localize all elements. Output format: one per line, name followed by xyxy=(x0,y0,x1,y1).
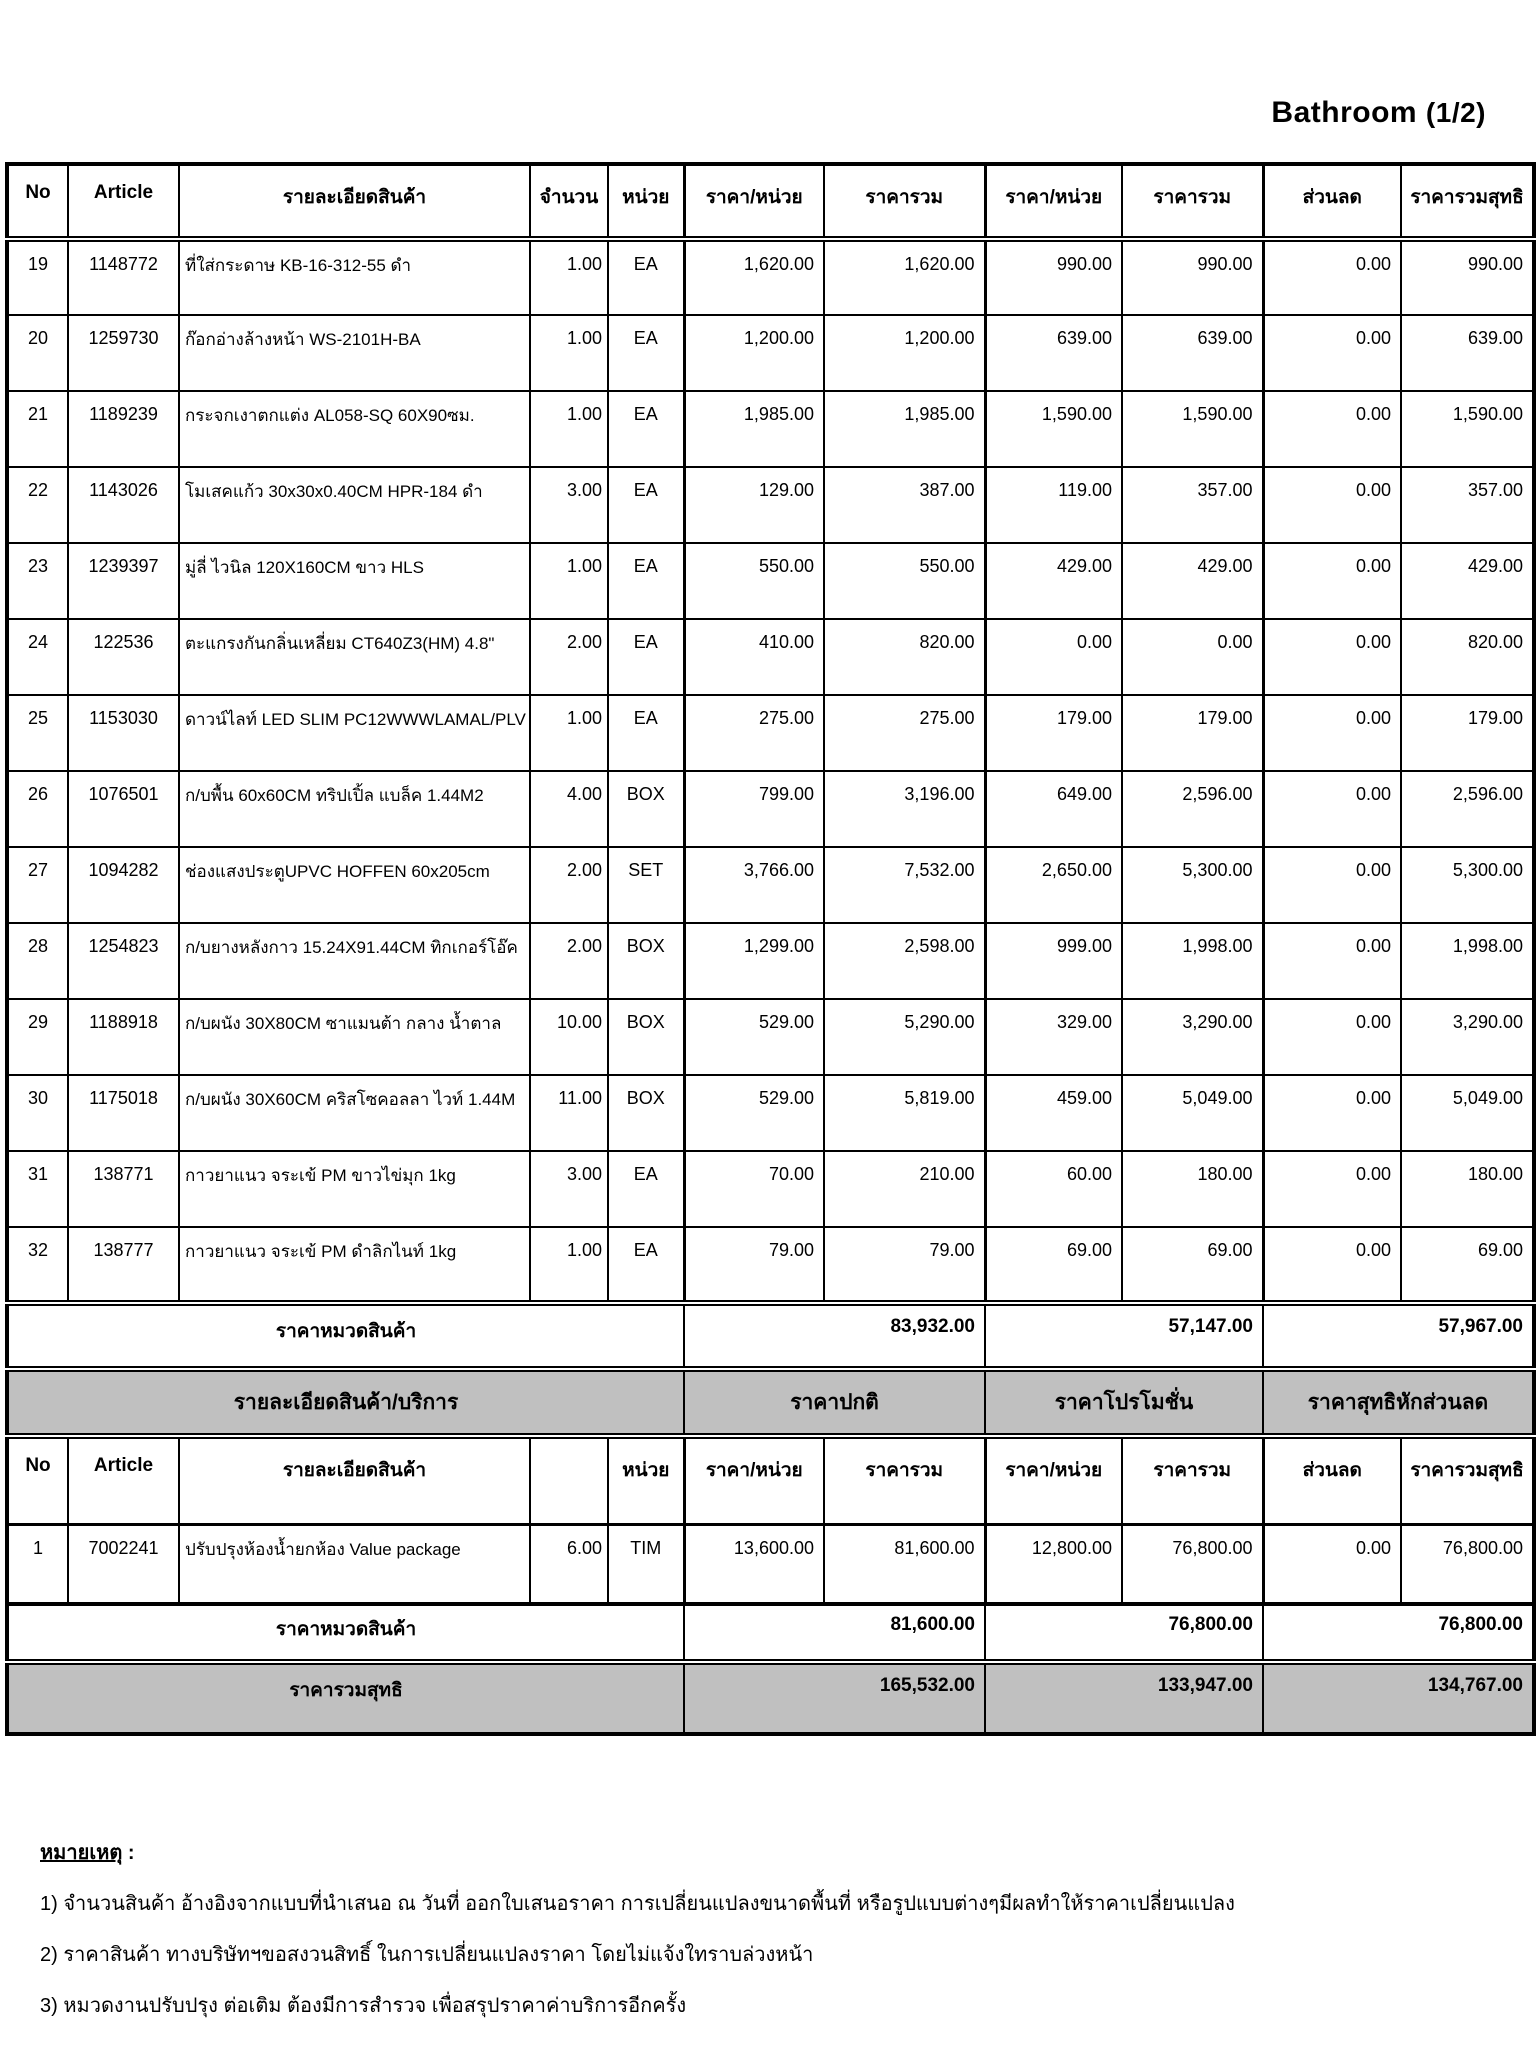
cell-total-price-promo: 1,590.00 xyxy=(1122,391,1263,467)
cell-unit: EA xyxy=(608,543,684,619)
page-title xyxy=(0,0,1536,130)
cell-no: 1 xyxy=(7,1524,68,1604)
section2-body xyxy=(7,1524,1534,1604)
cell-no: 22 xyxy=(7,467,68,543)
cell-total-price-promo: 5,300.00 xyxy=(1122,847,1263,923)
cell-unit-price-promo: 329.00 xyxy=(985,999,1122,1075)
cell-net-total: 1,998.00 xyxy=(1401,923,1534,999)
cell-total-price-promo: 69.00 xyxy=(1122,1227,1263,1303)
cell-total-price-promo: 1,998.00 xyxy=(1122,923,1263,999)
cell-unit-price-normal: 1,985.00 xyxy=(684,391,824,467)
cell-total-price-normal: 81,600.00 xyxy=(824,1524,985,1604)
cell-unit: EA xyxy=(608,695,684,771)
cell-net-total: 5,300.00 xyxy=(1401,847,1534,923)
cell-discount: 0.00 xyxy=(1263,847,1401,923)
cell-quantity: 11.00 xyxy=(530,1075,608,1151)
cell-description: กาวยาแนว จระเข้ PM ขาวไข่มุก 1kg xyxy=(179,1151,530,1227)
table-row xyxy=(7,391,1534,467)
cell-discount: 0.00 xyxy=(1263,1151,1401,1227)
cell-unit-price-normal: 529.00 xyxy=(684,1075,824,1151)
cell-discount: 0.00 xyxy=(1263,1524,1401,1604)
section2-total-row xyxy=(7,1604,1534,1662)
cell-unit-price-normal: 1,620.00 xyxy=(684,239,824,315)
page-title-room: Bathroom xyxy=(1271,96,1418,129)
cell-unit-price-promo: 649.00 xyxy=(985,771,1122,847)
cell-unit-price-normal: 1,200.00 xyxy=(684,315,824,391)
cell-description: ที่ใส่กระดาษ KB-16-312-55 ดำ xyxy=(179,239,530,315)
header2-quantity xyxy=(530,1436,608,1524)
cell-no: 27 xyxy=(7,847,68,923)
cell-unit: EA xyxy=(608,1227,684,1303)
cell-total-price-promo: 179.00 xyxy=(1122,695,1263,771)
cell-discount: 0.00 xyxy=(1263,315,1401,391)
band-normal-price: ราคาปกติ xyxy=(684,1369,985,1436)
cell-article: 1076501 xyxy=(68,771,179,847)
table-row xyxy=(7,543,1534,619)
cell-total-price-normal: 550.00 xyxy=(824,543,985,619)
cell-no: 30 xyxy=(7,1075,68,1151)
section2-footer xyxy=(7,1604,1534,1734)
cell-total-price-normal: 5,819.00 xyxy=(824,1075,985,1151)
table-row xyxy=(7,239,1534,315)
cell-unit-price-promo: 459.00 xyxy=(985,1075,1122,1151)
cell-unit-price-promo: 429.00 xyxy=(985,543,1122,619)
cell-discount: 0.00 xyxy=(1263,771,1401,847)
cell-discount: 0.00 xyxy=(1263,999,1401,1075)
cell-total-price-promo: 2,596.00 xyxy=(1122,771,1263,847)
cell-unit-price-promo: 60.00 xyxy=(985,1151,1122,1227)
cell-net-total: 1,590.00 xyxy=(1401,391,1534,467)
header-unit-price-promo: ราคา/หน่วย xyxy=(985,164,1122,239)
cell-quantity: 1.00 xyxy=(530,391,608,467)
header2-total-price-normal: ราคารวม xyxy=(824,1436,985,1524)
header-article: Article xyxy=(68,164,179,239)
cell-total-price-promo: 639.00 xyxy=(1122,315,1263,391)
cell-quantity: 6.00 xyxy=(530,1524,608,1604)
cell-unit: SET xyxy=(608,847,684,923)
header-unit-price-normal: ราคา/หน่วย xyxy=(684,164,824,239)
cell-quantity: 2.00 xyxy=(530,847,608,923)
cell-discount: 0.00 xyxy=(1263,619,1401,695)
cell-total-price-promo: 0.00 xyxy=(1122,619,1263,695)
table1-total-label: ราคาหมวดสินค้า xyxy=(7,1303,684,1369)
cell-quantity: 2.00 xyxy=(530,619,608,695)
cell-description: ก/บยางหลังกาว 15.24X91.44CM ทิกเกอร์โอ๊ค xyxy=(179,923,530,999)
table1-total-row xyxy=(7,1303,1534,1369)
cell-unit-price-normal: 70.00 xyxy=(684,1151,824,1227)
table1-total-promo: 57,147.00 xyxy=(985,1303,1263,1369)
header-total-price-promo: ราคารวม xyxy=(1122,164,1263,239)
cell-unit: EA xyxy=(608,239,684,315)
cell-unit-price-normal: 3,766.00 xyxy=(684,847,824,923)
cell-no: 21 xyxy=(7,391,68,467)
cell-description: ช่องแสงประตูUPVC HOFFEN 60x205cm xyxy=(179,847,530,923)
notes-heading-line xyxy=(40,1836,1536,1868)
cell-discount: 0.00 xyxy=(1263,391,1401,467)
cell-no: 19 xyxy=(7,239,68,315)
cell-net-total: 5,049.00 xyxy=(1401,1075,1534,1151)
cell-total-price-promo: 5,049.00 xyxy=(1122,1075,1263,1151)
cell-no: 29 xyxy=(7,999,68,1075)
cell-total-price-normal: 820.00 xyxy=(824,619,985,695)
table-row xyxy=(7,619,1534,695)
cell-discount: 0.00 xyxy=(1263,1075,1401,1151)
header-description: รายละเอียดสินค้า xyxy=(179,164,530,239)
table1-total-net: 57,967.00 xyxy=(1263,1303,1534,1369)
table1-body xyxy=(7,239,1534,1303)
cell-total-price-normal: 2,598.00 xyxy=(824,923,985,999)
header2-unit: หน่วย xyxy=(608,1436,684,1524)
table-row xyxy=(7,923,1534,999)
header-discount: ส่วนลด xyxy=(1263,164,1401,239)
grand-total-label: ราคารวมสุทธิ xyxy=(7,1662,684,1734)
cell-no: 26 xyxy=(7,771,68,847)
cell-total-price-promo: 429.00 xyxy=(1122,543,1263,619)
cell-description: ก๊อกอ่างล้างหน้า WS-2101H-BA xyxy=(179,315,530,391)
cell-discount: 0.00 xyxy=(1263,543,1401,619)
header-row xyxy=(7,164,1534,239)
cell-total-price-normal: 1,200.00 xyxy=(824,315,985,391)
cell-quantity: 2.00 xyxy=(530,923,608,999)
cell-unit-price-promo: 12,800.00 xyxy=(985,1524,1122,1604)
section2-total-label: ราคาหมวดสินค้า xyxy=(7,1604,684,1662)
cell-unit-price-normal: 410.00 xyxy=(684,619,824,695)
band-net-after-discount: ราคาสุทธิหักส่วนลด xyxy=(1263,1369,1534,1436)
table-row xyxy=(7,847,1534,923)
cell-article: 1259730 xyxy=(68,315,179,391)
header-quantity: จำนวน xyxy=(530,164,608,239)
table1-header xyxy=(7,164,1534,239)
cell-unit: EA xyxy=(608,1151,684,1227)
note-item-2: 2) ราคาสินค้า ทางบริษัทฯขอสงวนสิทธิ์ ในการเปลี่ยนแปลงราคา โดยไม่แจ้งใทราบล่วงหน้า xyxy=(40,1944,814,1966)
cell-unit: EA xyxy=(608,467,684,543)
band-promo-price: ราคาโปรโมชั่น xyxy=(985,1369,1263,1436)
cell-unit-price-normal: 1,299.00 xyxy=(684,923,824,999)
header2-net-total: ราคารวมสุทธิ xyxy=(1401,1436,1534,1524)
cell-unit: EA xyxy=(608,391,684,467)
cell-discount: 0.00 xyxy=(1263,695,1401,771)
notes-heading-colon: : xyxy=(122,1842,135,1864)
header-no: No xyxy=(7,164,68,239)
cell-total-price-normal: 1,985.00 xyxy=(824,391,985,467)
cell-description: ดาวน์ไลท์ LED SLIM PC12WWWLAMAL/PLV xyxy=(179,695,530,771)
cell-no: 20 xyxy=(7,315,68,391)
table-row xyxy=(7,999,1534,1075)
cell-unit-price-promo: 0.00 xyxy=(985,619,1122,695)
cell-unit-price-promo: 999.00 xyxy=(985,923,1122,999)
table-row xyxy=(7,1075,1534,1151)
cell-total-price-normal: 5,290.00 xyxy=(824,999,985,1075)
notes-heading: หมายเหตุ xyxy=(40,1842,123,1864)
header-unit: หน่วย xyxy=(608,164,684,239)
cell-no: 24 xyxy=(7,619,68,695)
section2-total-normal: 81,600.00 xyxy=(684,1604,985,1662)
table-row xyxy=(7,695,1534,771)
cell-discount: 0.00 xyxy=(1263,467,1401,543)
cell-article: 1239397 xyxy=(68,543,179,619)
band-products-services: รายละเอียดสินค้า/บริการ xyxy=(7,1369,684,1436)
cell-net-total: 2,596.00 xyxy=(1401,771,1534,847)
cell-quantity: 1.00 xyxy=(530,1227,608,1303)
header2-description: รายละเอียดสินค้า xyxy=(179,1436,530,1524)
notes-section xyxy=(40,1836,1536,2021)
cell-discount: 0.00 xyxy=(1263,239,1401,315)
cell-unit-price-normal: 799.00 xyxy=(684,771,824,847)
cell-unit: TIM xyxy=(608,1524,684,1604)
cell-net-total: 990.00 xyxy=(1401,239,1534,315)
cell-total-price-normal: 387.00 xyxy=(824,467,985,543)
cell-net-total: 639.00 xyxy=(1401,315,1534,391)
cell-unit-price-normal: 79.00 xyxy=(684,1227,824,1303)
cell-quantity: 1.00 xyxy=(530,315,608,391)
table-row xyxy=(7,315,1534,391)
cell-net-total: 180.00 xyxy=(1401,1151,1534,1227)
header2-unit-price-promo: ราคา/หน่วย xyxy=(985,1436,1122,1524)
header-net-total: ราคารวมสุทธิ xyxy=(1401,164,1534,239)
cell-total-price-promo: 990.00 xyxy=(1122,239,1263,315)
cell-unit: BOX xyxy=(608,771,684,847)
table-row xyxy=(7,1524,1534,1604)
cell-total-price-promo: 3,290.00 xyxy=(1122,999,1263,1075)
table1-total-normal: 83,932.00 xyxy=(684,1303,985,1369)
header2-article: Article xyxy=(68,1436,179,1524)
header2-total-price-promo: ราคารวม xyxy=(1122,1436,1263,1524)
cell-total-price-normal: 7,532.00 xyxy=(824,847,985,923)
cell-no: 23 xyxy=(7,543,68,619)
cell-unit: BOX xyxy=(608,1075,684,1151)
cell-no: 31 xyxy=(7,1151,68,1227)
table1-footer xyxy=(7,1303,1534,1524)
section2-header-row xyxy=(7,1436,1534,1524)
cell-unit: EA xyxy=(608,315,684,391)
cell-discount: 0.00 xyxy=(1263,923,1401,999)
section2-total-net: 76,800.00 xyxy=(1263,1604,1534,1662)
header2-unit-price-normal: ราคา/หน่วย xyxy=(684,1436,824,1524)
cell-unit: BOX xyxy=(608,999,684,1075)
table-row xyxy=(7,1227,1534,1303)
section2-total-promo: 76,800.00 xyxy=(985,1604,1263,1662)
table-row xyxy=(7,1151,1534,1227)
cell-quantity: 1.00 xyxy=(530,695,608,771)
cell-quantity: 1.00 xyxy=(530,543,608,619)
cell-net-total: 357.00 xyxy=(1401,467,1534,543)
cell-net-total: 76,800.00 xyxy=(1401,1524,1534,1604)
cell-article: 1189239 xyxy=(68,391,179,467)
header2-discount: ส่วนลด xyxy=(1263,1436,1401,1524)
cell-no: 25 xyxy=(7,695,68,771)
cell-description: กระจกเงาตกแต่ง AL058-SQ 60X90ซม. xyxy=(179,391,530,467)
cell-description: มู่ลี่ ไวนิล 120X160CM ขาว HLS xyxy=(179,543,530,619)
header2-no: No xyxy=(7,1436,68,1524)
cell-quantity: 3.00 xyxy=(530,467,608,543)
cell-article: 1143026 xyxy=(68,467,179,543)
note-item-1: 1) จำนวนสินค้า อ้างอิงจากแบบที่นำเสนอ ณ วันที่ ออกใบเสนอราคา การเปลี่ยนแปลงขนาดพื้นที่ หรือรูปแบบต่างๆมีผลทำให้ราคาเปลี่ยนแปลง xyxy=(40,1893,1235,1915)
cell-unit: EA xyxy=(608,619,684,695)
table-row xyxy=(7,771,1534,847)
page-title-number: (1/2) xyxy=(1425,97,1486,128)
cell-article: 138771 xyxy=(68,1151,179,1227)
cell-article: 1148772 xyxy=(68,239,179,315)
grand-total-promo: 133,947.00 xyxy=(985,1662,1263,1734)
cell-description: กาวยาแนว จระเข้ PM ดำลิกไนท์ 1kg xyxy=(179,1227,530,1303)
cell-article: 1254823 xyxy=(68,923,179,999)
cell-total-price-normal: 3,196.00 xyxy=(824,771,985,847)
cell-article: 138777 xyxy=(68,1227,179,1303)
cell-article: 122536 xyxy=(68,619,179,695)
cell-description: ก/บพื้น 60x60CM ทริปเปิ้ล แบล็ค 1.44M2 xyxy=(179,771,530,847)
cell-total-price-promo: 357.00 xyxy=(1122,467,1263,543)
header-total-price-normal: ราคารวม xyxy=(824,164,985,239)
cell-unit-price-promo: 990.00 xyxy=(985,239,1122,315)
cell-unit-price-promo: 179.00 xyxy=(985,695,1122,771)
grand-total-net: 134,767.00 xyxy=(1263,1662,1534,1734)
cell-net-total: 3,290.00 xyxy=(1401,999,1534,1075)
cell-net-total: 179.00 xyxy=(1401,695,1534,771)
cell-total-price-normal: 210.00 xyxy=(824,1151,985,1227)
cell-quantity: 4.00 xyxy=(530,771,608,847)
cell-net-total: 429.00 xyxy=(1401,543,1534,619)
cell-quantity: 1.00 xyxy=(530,239,608,315)
table-row xyxy=(7,467,1534,543)
cell-unit-price-promo: 2,650.00 xyxy=(985,847,1122,923)
cell-description: ก/บผนัง 30X80CM ซาแมนต้า กลาง น้ำตาล xyxy=(179,999,530,1075)
cell-description: โมเสคแก้ว 30x30x0.40CM HPR-184 ดำ xyxy=(179,467,530,543)
cell-article: 1153030 xyxy=(68,695,179,771)
cell-quantity: 3.00 xyxy=(530,1151,608,1227)
cell-unit-price-normal: 275.00 xyxy=(684,695,824,771)
cell-total-price-normal: 79.00 xyxy=(824,1227,985,1303)
cell-article: 7002241 xyxy=(68,1524,179,1604)
cell-unit-price-normal: 129.00 xyxy=(684,467,824,543)
cell-no: 32 xyxy=(7,1227,68,1303)
cell-discount: 0.00 xyxy=(1263,1227,1401,1303)
cell-unit-price-normal: 529.00 xyxy=(684,999,824,1075)
cell-quantity: 10.00 xyxy=(530,999,608,1075)
cell-article: 1188918 xyxy=(68,999,179,1075)
cell-unit-price-normal: 550.00 xyxy=(684,543,824,619)
note-item-3: 3) หมวดงานปรับปรุง ต่อเติม ต้องมีการสำรวจ เพื่อสรุปราคาค่าบริการอีกครั้ง xyxy=(40,1995,687,2017)
cell-total-price-normal: 1,620.00 xyxy=(824,239,985,315)
cell-unit-price-promo: 1,590.00 xyxy=(985,391,1122,467)
cell-unit-price-normal: 13,600.00 xyxy=(684,1524,824,1604)
cell-article: 1175018 xyxy=(68,1075,179,1151)
cell-description: ก/บผนัง 30X60CM คริสโซคอลลา ไวท์ 1.44M xyxy=(179,1075,530,1151)
quotation-table xyxy=(5,162,1536,1736)
grand-total-normal: 165,532.00 xyxy=(684,1662,985,1734)
cell-net-total: 820.00 xyxy=(1401,619,1534,695)
cell-description: ตะแกรงกันกลิ่นเหลี่ยม CT640Z3(HM) 4.8" xyxy=(179,619,530,695)
cell-total-price-promo: 180.00 xyxy=(1122,1151,1263,1227)
cell-description: ปรับปรุงห้องน้ำยกห้อง Value package xyxy=(179,1524,530,1604)
cell-total-price-promo: 76,800.00 xyxy=(1122,1524,1263,1604)
cell-net-total: 69.00 xyxy=(1401,1227,1534,1303)
cell-article: 1094282 xyxy=(68,847,179,923)
cell-unit-price-promo: 69.00 xyxy=(985,1227,1122,1303)
cell-unit: BOX xyxy=(608,923,684,999)
section2-band-row xyxy=(7,1369,1534,1436)
cell-unit-price-promo: 119.00 xyxy=(985,467,1122,543)
cell-total-price-normal: 275.00 xyxy=(824,695,985,771)
cell-no: 28 xyxy=(7,923,68,999)
cell-unit-price-promo: 639.00 xyxy=(985,315,1122,391)
grand-total-row xyxy=(7,1662,1534,1734)
